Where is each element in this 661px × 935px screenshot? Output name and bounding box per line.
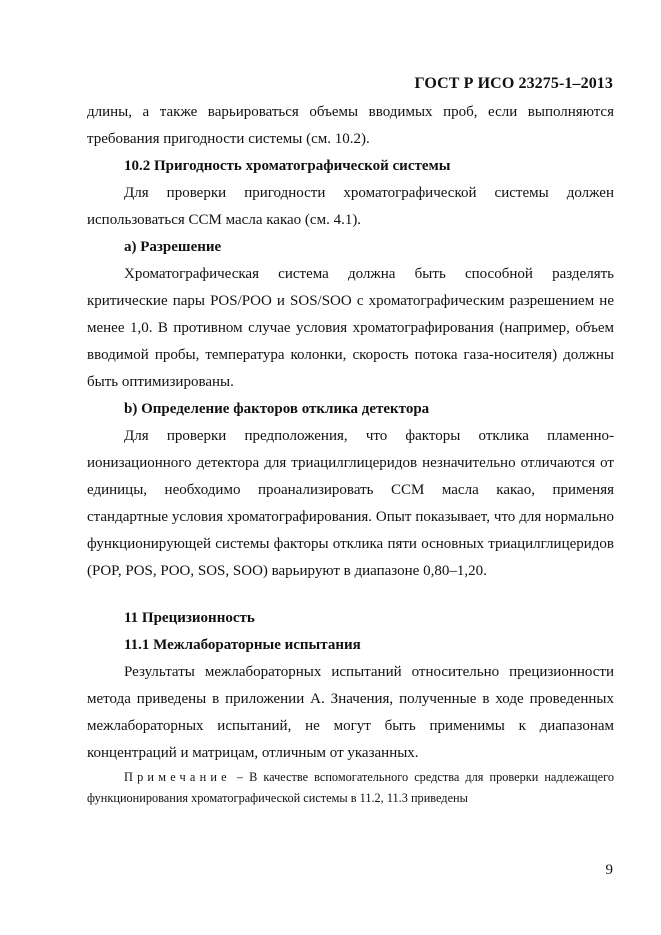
standard-header: ГОСТ Р ИСО 23275-1–2013 [414, 75, 613, 92]
note-text: – В качестве вспомогательного средства для проверки надлежащего функционирования хроматографической системы в 11.2, 11.3 приведены [87, 770, 614, 805]
paragraph-response-factors: Для проверки предположения, что факторы отклика пламенно-ионизационного детектора для триацилглицеридов незначительно отличаются от единицы, необходимо проанализировать ССМ масла какао, применяя стандартные условия хроматографирования. Опыт показывает, что для нормально функционирующей системы факторы отклика пяти основных триацилглицеридов (POP, POS, POO, SOS, SOO) варьируют в диапазоне 0,80–1,20. [87, 428, 614, 579]
section-spacer [87, 585, 614, 605]
section-heading-11-1: 11.1 Межлабораторные испытания [124, 637, 361, 653]
subsection-heading-resolution: а) Разрешение [124, 239, 222, 255]
paragraph-resolution: Хроматографическая система должна быть способной разделять критические пары POS/POO и SOS/SOO с хроматографическим разрешением не менее 1,0. В противном случае условия хроматографирования (например, объем вводимой пробы, температура колонки, скорость потока газа-носителя) должны быть оптимизированы. [87, 266, 614, 390]
section-heading-11: 11 Прецизионность [124, 610, 255, 626]
section-heading-10-2: 10.2 Пригодность хроматографической системы [124, 158, 451, 174]
document-body [87, 99, 614, 809]
paragraph-continuation: длины, а также варьироваться объемы вводимых проб, если выполняются требования пригодности системы (см. 10.2). [87, 104, 614, 147]
paragraph-interlab: Результаты межлабораторных испытаний относительно прецизионности метода приведены в приложении А. Значения, полученные в ходе проведенных межлабораторных испытаний, не могут быть применимы к диапазонам концентраций и матрицам, отличным от указанных. [87, 664, 614, 761]
paragraph-suitability: Для проверки пригодности хроматографической системы должен использоваться ССМ масла какао (см. 4.1). [87, 185, 614, 228]
page-number: 9 [605, 862, 613, 878]
note-paragraph [87, 767, 614, 809]
note-label: Примечание [124, 770, 231, 784]
subsection-heading-response-factors: b) Определение факторов отклика детектора [124, 401, 430, 417]
